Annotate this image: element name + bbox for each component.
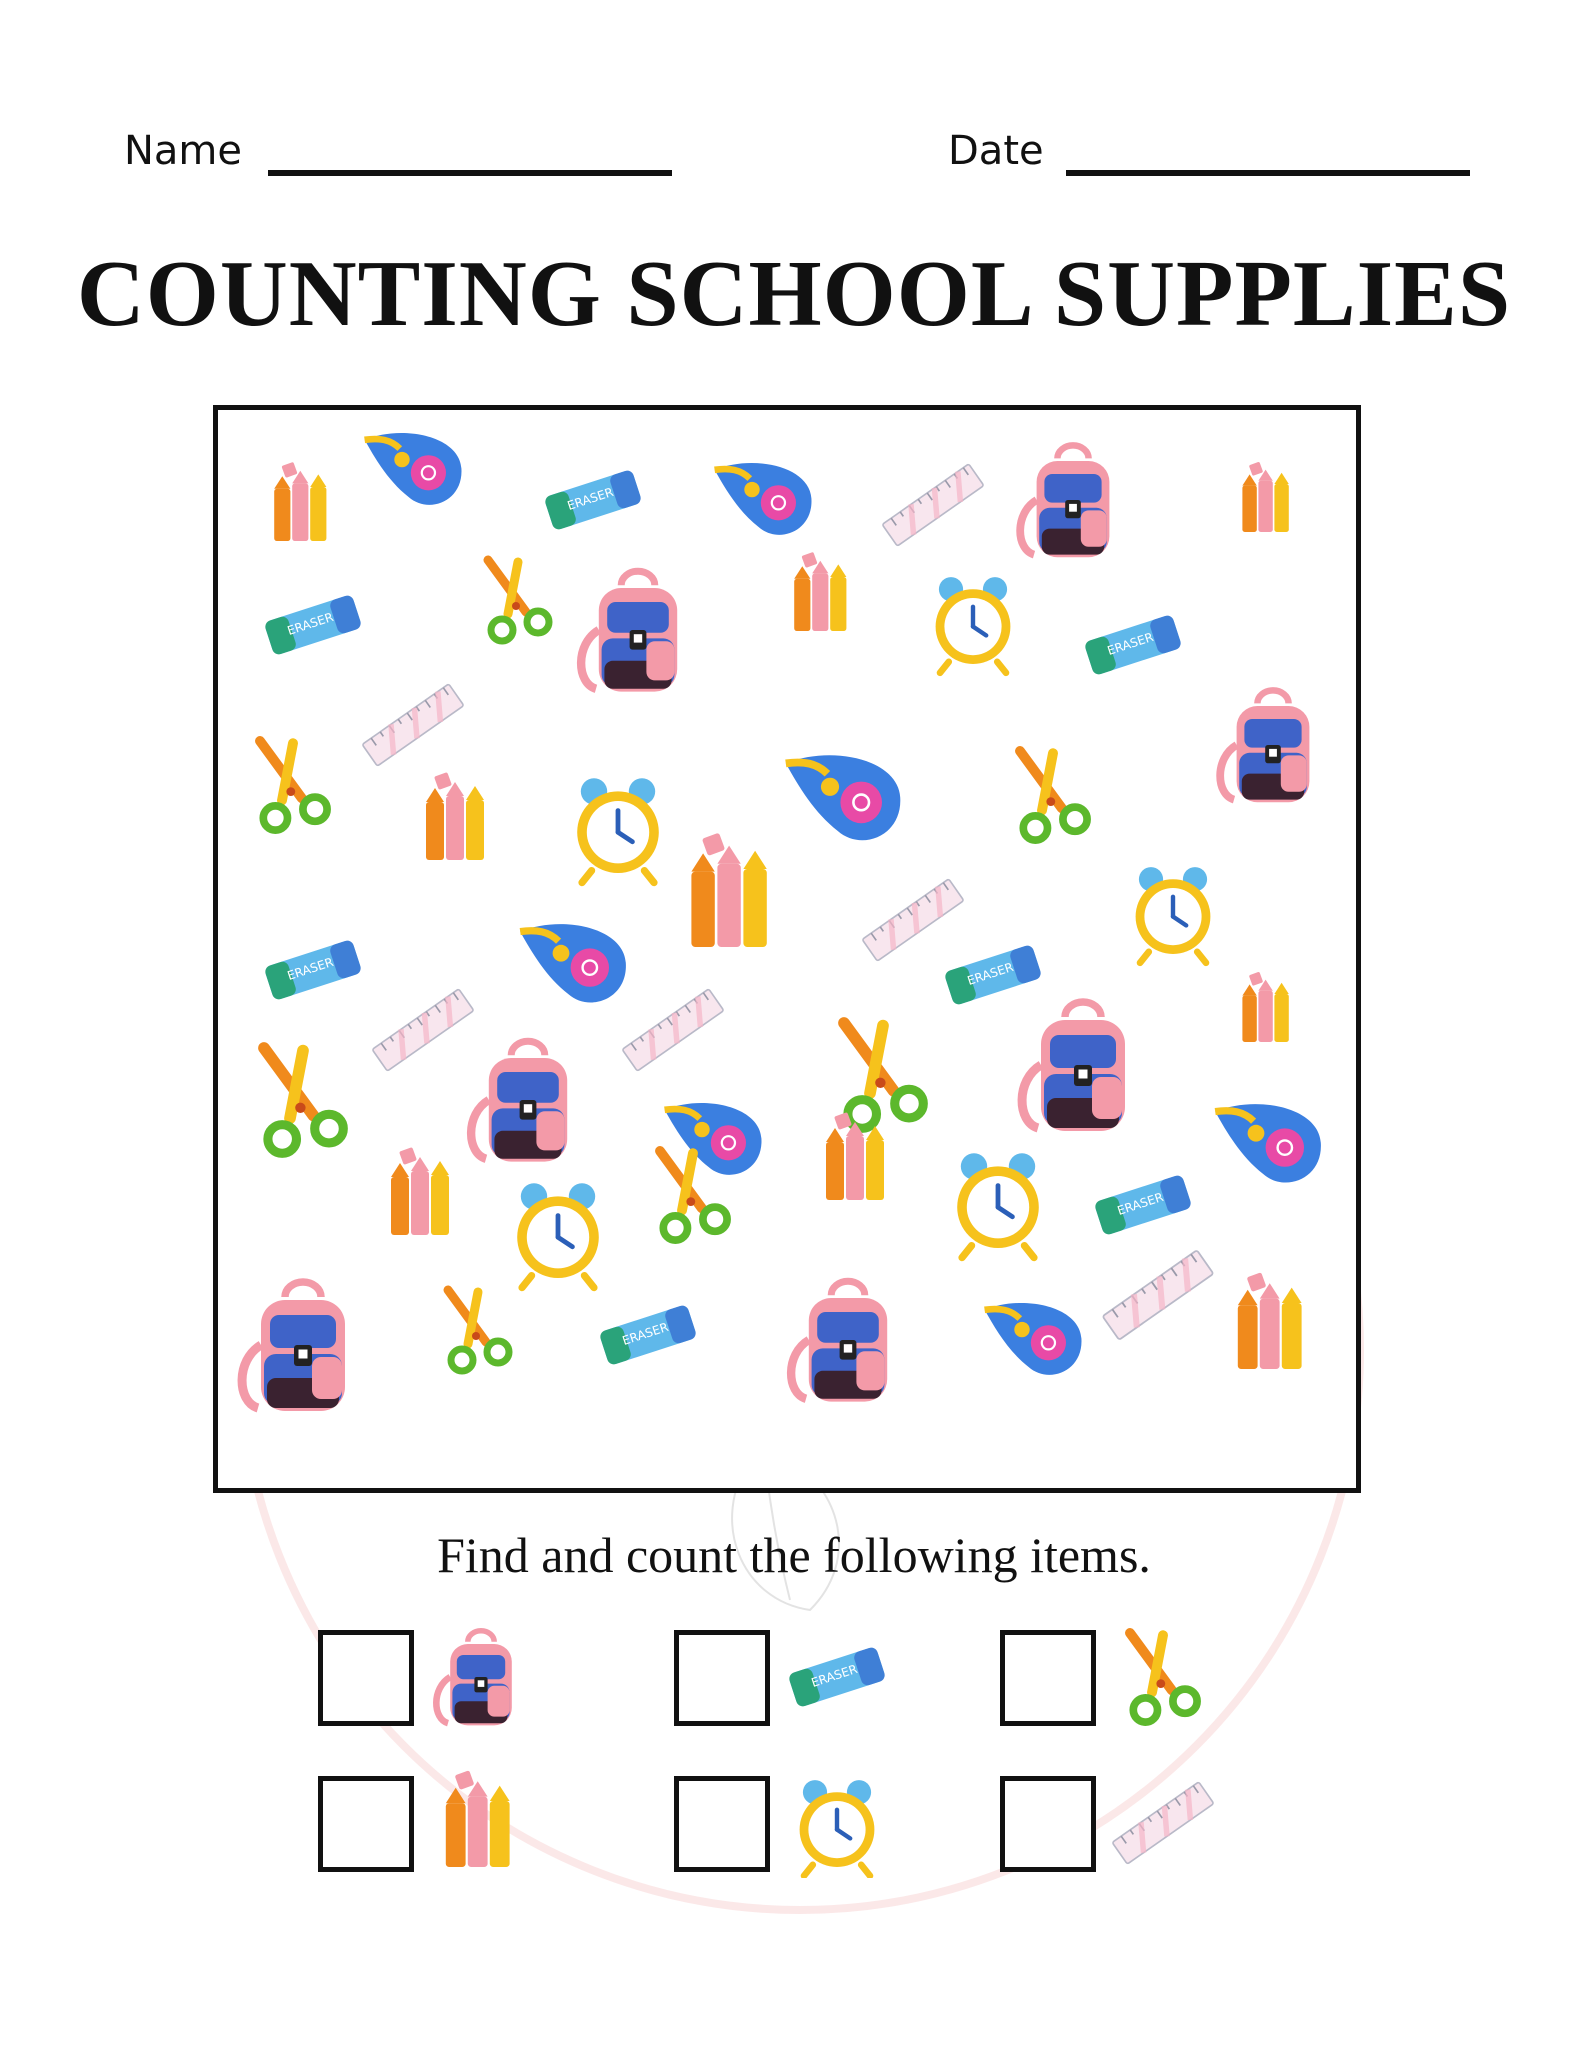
eraser-icon (264, 594, 363, 656)
backpack-icon (791, 1281, 887, 1401)
eraser-icon (264, 939, 363, 1001)
page-title: COUNTING SCHOOL SUPPLIES (76, 242, 1512, 346)
markers-icon (391, 1147, 449, 1235)
ruler-icon (1103, 1250, 1214, 1340)
markers-icon (1242, 462, 1288, 532)
scissors-icon (844, 1023, 923, 1128)
markers-icon (1242, 972, 1288, 1042)
svg-text:ERASER: ERASER (620, 1319, 671, 1348)
tape-icon (520, 924, 626, 1002)
svg-text:ERASER: ERASER (809, 1661, 860, 1690)
ruler-icon (372, 989, 474, 1071)
name-line[interactable] (268, 170, 672, 176)
eraser-icon (599, 1304, 698, 1366)
svg-text:ERASER: ERASER (1105, 629, 1156, 658)
ruler-icon (622, 989, 724, 1071)
tape-icon (786, 755, 901, 840)
tape-icon (1215, 1104, 1321, 1182)
backpack-icon (1022, 1002, 1125, 1131)
date-line[interactable] (1066, 170, 1470, 176)
svg-text:ERASER: ERASER (1115, 1189, 1166, 1218)
answer-box[interactable] (1000, 1630, 1096, 1726)
backpack-icon (1020, 445, 1109, 557)
backpack-icon (1220, 690, 1309, 802)
alarm-clock-icon (957, 1153, 1039, 1257)
backpack-icon (471, 1041, 567, 1161)
scissors-icon (260, 741, 327, 830)
markers-icon (794, 552, 846, 631)
answer-box[interactable] (674, 1630, 770, 1726)
markers-icon (426, 772, 484, 860)
svg-text:ERASER: ERASER (565, 484, 616, 513)
instruction-text: Find and count the following items. (437, 1527, 1151, 1583)
alarm-clock-icon (936, 577, 1011, 673)
markers-icon (274, 462, 326, 541)
tape-icon (715, 463, 812, 535)
scissors-icon (448, 1290, 509, 1371)
eraser-icon (944, 944, 1043, 1006)
backpack-icon (426, 1622, 536, 1732)
ruler-icon (362, 684, 464, 766)
answer-box[interactable] (318, 1776, 414, 1872)
answer-box[interactable] (318, 1630, 414, 1726)
scissors-icon (1108, 1622, 1218, 1732)
eraser-icon (782, 1622, 892, 1732)
backpack-icon (581, 571, 677, 691)
alarm-clock-icon (577, 778, 659, 882)
answer-box[interactable] (674, 1776, 770, 1872)
name-label: Name (124, 128, 243, 174)
scissors-icon (264, 1048, 343, 1153)
tape-icon (665, 1103, 762, 1175)
svg-text:ERASER: ERASER (965, 959, 1016, 988)
alarm-clock-icon (1136, 867, 1211, 963)
scissors-icon (488, 560, 549, 641)
ruler-icon (862, 879, 964, 961)
tape-icon (365, 433, 462, 505)
ruler-icon (1108, 1768, 1218, 1878)
markers-icon (1238, 1272, 1302, 1369)
date-label: Date (948, 128, 1044, 174)
scissors-icon (1020, 751, 1087, 840)
answer-box[interactable] (1000, 1776, 1096, 1872)
eraser-icon (1094, 1174, 1193, 1236)
markers-icon (426, 1768, 536, 1878)
backpack-icon (242, 1282, 345, 1411)
picture-board (213, 405, 1361, 1493)
ruler-icon (882, 464, 984, 546)
alarm-clock-icon (517, 1183, 599, 1287)
eraser-icon (1084, 614, 1183, 676)
alarm-clock-icon (782, 1768, 892, 1878)
supplies-illustration (218, 410, 1356, 1488)
tape-icon (985, 1303, 1082, 1375)
eraser-icon (544, 469, 643, 531)
markers-icon (691, 833, 766, 947)
svg-text:ERASER: ERASER (285, 954, 336, 983)
svg-text:ERASER: ERASER (285, 609, 336, 638)
